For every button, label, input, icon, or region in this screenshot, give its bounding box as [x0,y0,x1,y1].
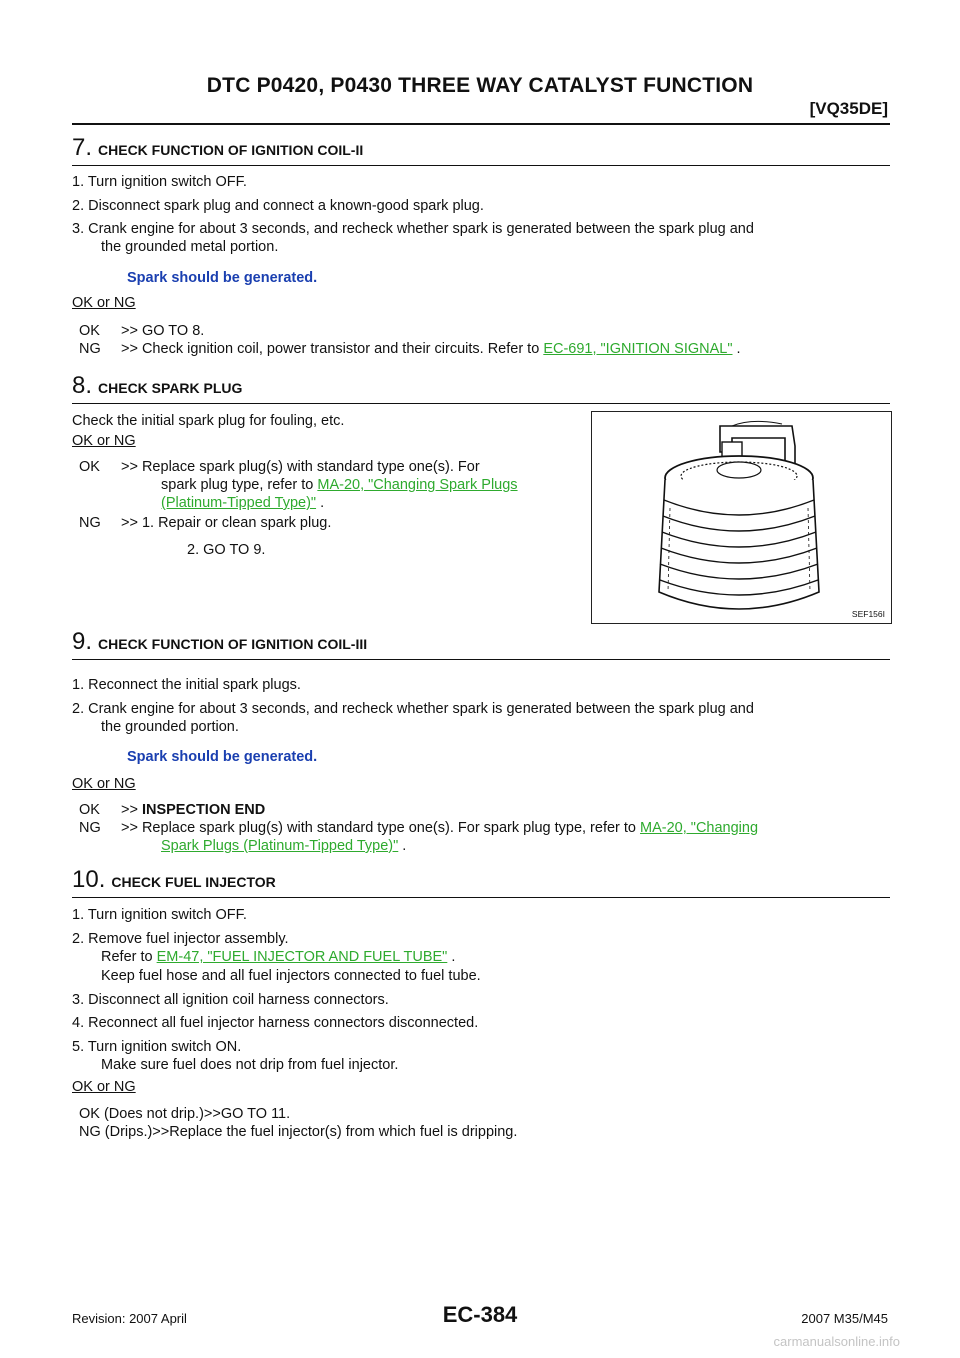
step8-intro: Check the initial spark plug for fouling, etc. [72,413,345,429]
step8-ok-row-2 [161,476,518,494]
step8-ng-row [79,514,331,532]
step10-item-2: 2. Remove fuel injector assembly. [72,931,289,947]
ok-line-1: >> Replace spark plug(s) with standard type one(s). For [121,459,480,475]
link-em-47[interactable]: EM-47, "FUEL INJECTOR AND FUEL TUBE" [156,949,448,965]
step9-spec: Spark should be generated. [127,749,318,765]
step10-item-1: 1. Turn ignition switch OFF. [72,907,247,923]
step9-item-2: 2. Crank engine for about 3 seconds, and recheck whether spark is generated between the spark plug and [72,701,754,717]
figure-caption: SEF156I [851,609,885,619]
step-title: CHECK SPARK PLUG [98,380,243,396]
refer-text: Refer to [101,949,153,965]
step10-item-2-refer [101,947,455,967]
ok-text: >> GO TO 8. [121,323,205,339]
ng-line-1: >> 1. Repair or clean spark plug. [121,515,332,531]
step7-item-3-cont: the grounded metal portion. [101,239,279,255]
engine-code: [VQ35DE] [809,99,888,118]
step7-item-2: 2. Disconnect spark plug and connect a known-good spark plug. [72,198,484,214]
step-title: CHECK FUEL INJECTOR [111,874,276,890]
step-9-header [72,628,890,660]
ng-tail: . [398,838,407,854]
ng-key: NG [79,820,101,836]
link-ma-20-part1[interactable]: MA-20, "Changing Spark Plugs [317,477,518,493]
ng-key: NG [79,341,101,357]
ok-line-2: spark plug type, refer to [161,477,314,493]
site-watermark: carmanualsonline.info [773,1334,900,1349]
link-ma-20-part1[interactable]: MA-20, "Changing [640,820,759,836]
ng-text: >> Check ignition coil, power transistor and their circuits. Refer to [121,341,540,357]
step-number: 7. [72,134,93,161]
step8-ok-ng-label: OK or NG [72,433,136,449]
step-rule [72,165,890,166]
step7-ok-ng-label: OK or NG [72,295,136,311]
refer-tail: . [447,949,456,965]
step7-item-3: 3. Crank engine for about 3 seconds, and recheck whether spark is generated between the spark plug and [72,221,754,237]
step10-item-5: 5. Turn ignition switch ON. [72,1039,242,1055]
header-rule [72,123,890,125]
step10-item-5-sub: Make sure fuel does not drip from fuel injector. [101,1057,399,1073]
step7-ok-row [79,322,204,340]
step-number: 9. [72,628,93,655]
step9-ng-row [79,819,758,837]
spark-plug-illustration [592,412,891,623]
page-number: EC-384 [442,1302,518,1327]
step10-item-2-sub: Keep fuel hose and all fuel injectors connected to fuel tube. [101,968,481,984]
link-ec-691[interactable]: EC-691, "IGNITION SIGNAL" [543,341,733,357]
step9-ng-row-2 [161,837,406,855]
ng-tail: . [732,341,741,357]
step9-ok-row [79,801,265,819]
step10-ng-row: NG (Drips.)>>Replace the fuel injector(s) from which fuel is dripping. [79,1124,518,1140]
step7-item-1: 1. Turn ignition switch OFF. [72,174,247,190]
step-7-header [72,134,890,166]
step-number: 8. [72,372,93,399]
step10-item-3: 3. Disconnect all ignition coil harness connectors. [72,992,389,1008]
step10-ok-row: OK (Does not drip.)>>GO TO 11. [79,1106,291,1122]
step-title: CHECK FUNCTION OF IGNITION COIL-II [98,142,364,158]
footer-model: 2007 M35/M45 [801,1311,888,1326]
step-10-header [72,866,890,898]
step-rule [72,403,890,404]
ok-key: OK [79,802,100,818]
ok-arrow: >> [121,802,142,818]
ok-key: OK [79,323,100,339]
ng-line-1: >> Replace spark plug(s) with standard type one(s). For spark plug type, refer to [121,820,636,836]
step9-ok-ng-label: OK or NG [72,776,136,792]
footer-revision: Revision: 2007 April [72,1311,187,1326]
link-ma-20-part2[interactable]: (Platinum-Tipped Type)" [161,495,317,511]
page-title: DTC P0420, P0430 THREE WAY CATALYST FUNCTION [206,74,754,97]
ng-key: NG [79,515,101,531]
link-ma-20-part2[interactable]: Spark Plugs (Platinum-Tipped Type)" [161,838,399,854]
ok-tail: . [316,495,325,511]
step-title: CHECK FUNCTION OF IGNITION COIL-III [98,636,368,652]
step8-ok-row [79,458,579,476]
step10-ok-ng-label: OK or NG [72,1079,136,1095]
step8-ok-row-3 [161,494,324,512]
step-8-header [72,372,890,404]
step9-item-1: 1. Reconnect the initial spark plugs. [72,677,301,693]
step9-item-2-cont: the grounded portion. [101,719,239,735]
spark-plug-figure [591,411,892,624]
step8-ng-row-2: 2. GO TO 9. [187,542,266,558]
step10-item-4: 4. Reconnect all fuel injector harness connectors disconnected. [72,1015,479,1031]
ok-key: OK [79,459,100,475]
step7-spec: Spark should be generated. [127,270,318,286]
step-rule [72,897,890,898]
step-number: 10. [72,866,106,893]
step-rule [72,659,890,660]
step7-ng-row [79,340,741,358]
ok-bold: INSPECTION END [141,802,266,818]
